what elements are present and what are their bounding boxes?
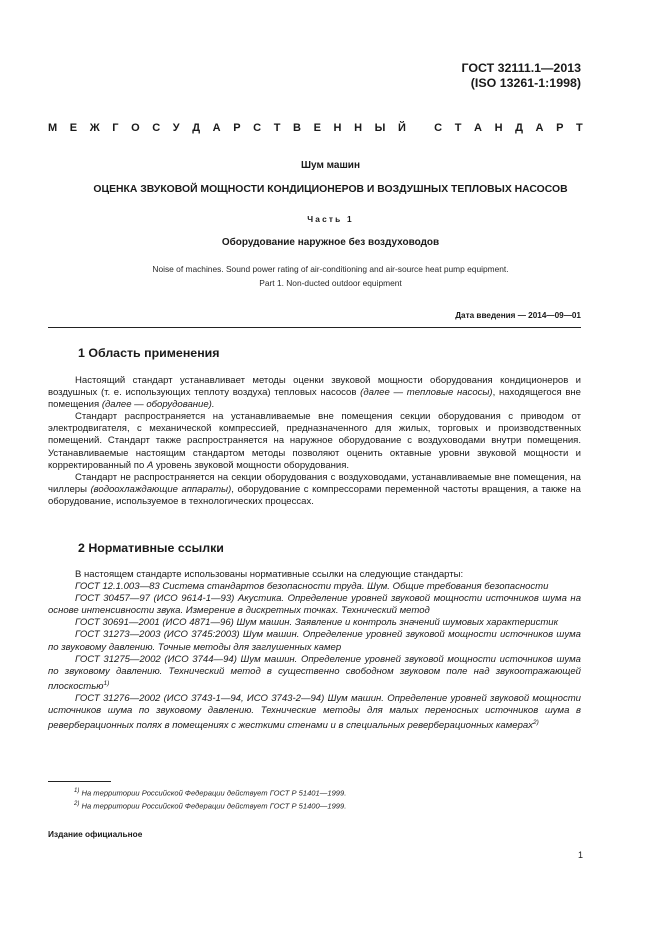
section1-body: [48, 375, 581, 508]
banner-letter: Т: [273, 122, 281, 134]
footnote-1: [74, 788, 346, 798]
banner-letter: В: [293, 122, 301, 134]
reference-text: ГОСТ 30691—2001 (ИСО 4871—96) Шум машин. Заявление и контроль значений шумовых характеристик: [75, 617, 559, 629]
banner-letter: Т: [576, 122, 583, 134]
interstate-standard-banner: [48, 122, 583, 134]
section2-intro: В настоящем стандарте использованы нормативные ссылки на следующие стандарты:: [75, 569, 464, 580]
banner-letter: Д: [515, 122, 523, 134]
title-english: [0, 262, 661, 290]
standard-code-line1: ГОСТ 32111.1—2013: [461, 61, 581, 75]
official-edition-label: Издание официальное: [48, 829, 143, 839]
reference-item: [48, 617, 581, 629]
banner-letter: Д: [192, 122, 201, 134]
banner-letter: С: [253, 122, 262, 134]
title-main: ОЦЕНКА ЗВУКОВОЙ МОЩНОСТИ КОНДИЦИОНЕРОВ И ВОЗДУШНЫХ ТЕПЛОВЫХ НАСОСОВ: [93, 184, 568, 195]
footnote-mark: 1): [74, 788, 80, 794]
footnote-marker: 1): [103, 679, 110, 687]
section1-paragraph1: [48, 375, 581, 411]
banner-letter: Т: [454, 122, 462, 134]
date-of-introduction: Дата введения — 2014—09—01: [455, 311, 581, 320]
footnote-divider: [48, 781, 111, 782]
banner-letter: Н: [494, 122, 503, 134]
banner-letter: Р: [556, 122, 564, 134]
standard-code-line2: (ISO 13261-1:1998): [470, 76, 581, 90]
reference-text: ГОСТ 31276—2002 (ИСО 3743-1—94, ИСО 3743-2—94) Шум машин. Определение уровней звуковой мощности источников шума по звуковому давлению. Технические методы для малых переносных источников шума в реверберационных полях в помещениях с жесткими стенами и в специальных реверберационных камерах: [48, 693, 581, 732]
title-subtitle: Оборудование наружное без воздуховодов: [221, 237, 440, 248]
reference-text: ГОСТ 31273—2003 (ИСО 3745:2003) Шум машин. Определение уровней звуковой мощности источников шума по звуковому давлению. Точные методы для заглушенных камер: [48, 629, 581, 653]
title-part: Часть 1: [307, 214, 354, 224]
reference-text: ГОСТ 12.1.003—83 Система стандартов безопасности труда. Шум. Общие требования безопасности: [75, 581, 549, 593]
banner-letter: У: [172, 122, 180, 134]
text: Настоящий стандарт устанавливает методы оценки звуковой мощности оборудования кондиционеров и воздушных (т. е. использующих теплоту воздуха) тепловых насосов: [48, 375, 581, 399]
text: , оборудование с компрессорами переменной частоты вращения, а также на оборудование, используемое в технологических процессах.: [48, 483, 581, 507]
text-italic: А: [146, 459, 154, 471]
text-italic: (далее — тепловые насосы): [360, 387, 493, 399]
title-noise: Шум машин: [300, 160, 360, 171]
banner-letter: А: [535, 122, 544, 134]
text: уровень звуковой мощности оборудования.: [153, 459, 350, 471]
text: Стандарт распространяется на устанавливаемые вне помещения секции оборудования с приводом от электродвигателя, с механической компрессией, предназначенного для жилых, торговых и производственных помещений. Стандарт также распространяется на наружное оборудование с воздуховодами внутри помещения. Устанавливаемые настоящим стандартом методы позволяют оценить октавные уровни звуковой мощности и корректированный по: [48, 411, 581, 471]
banner-letter: Й: [397, 122, 406, 134]
banner-letter: М: [48, 122, 58, 134]
footnote-2: [74, 801, 346, 811]
reference-item: [48, 654, 581, 693]
banner-letter: Н: [333, 122, 342, 134]
standard-code: [461, 61, 581, 91]
banner-letter: Р: [233, 122, 241, 134]
section2-body: [48, 569, 581, 733]
text-italic: (водоохлаждающие аппараты): [90, 483, 232, 495]
section2-heading: 2 Нормативные ссылки: [78, 541, 224, 555]
banner-letter: Е: [313, 122, 321, 134]
reference-text: ГОСТ 30457—97 (ИСО 9614-1—93) Акустика. Определение уровней звуковой мощности источников шума на основе интенсивности звука. Измерение в дискретных точках. Технический метод: [48, 593, 581, 617]
reference-item: [48, 593, 581, 617]
text: Стандарт не распространяется на секции оборудования с воздуховодами, устанавливаемые вне помещения, на чиллеры: [48, 471, 581, 495]
page-number: 1: [577, 850, 583, 860]
banner-letter: Ж: [89, 122, 100, 134]
footnote-text: На территории Российской Федерации действует ГОСТ Р 51401—1999.: [79, 788, 347, 798]
reference-item: [48, 629, 581, 653]
banner-letter: Е: [69, 122, 78, 134]
banner-letter: Н: [354, 122, 363, 134]
banner-letter: А: [212, 122, 221, 134]
reference-item: [48, 581, 581, 593]
title-english-line2: Part 1. Non-ducted outdoor equipment: [259, 278, 402, 288]
section1-heading: 1 Область применения: [78, 346, 220, 360]
footnote-marker: 2): [532, 719, 539, 727]
banner-letter: С: [434, 122, 443, 134]
title-english-line1: Noise of machines. Sound power rating of air-conditioning and air-source heat pump equipment.: [152, 264, 509, 274]
reference-item: [48, 693, 581, 732]
banner-letter: А: [474, 122, 482, 134]
header-divider: [48, 327, 581, 328]
reference-text: ГОСТ 31275—2002 (ИСО 3744—94) Шум машин. Определение уровней звуковой мощности источников шума по звуковому давлению. Технический метод в существенно свободном звуковом поле над звукоотражающей плоскостью: [48, 653, 581, 693]
text: , находящегося вне помещения: [48, 387, 581, 411]
footnote-mark: 2): [74, 801, 80, 807]
banner-letter: [418, 122, 421, 134]
text-italic: (далее — оборудование).: [101, 399, 215, 411]
banner-letter: О: [131, 122, 140, 134]
section1-paragraph3: [48, 472, 581, 508]
banner-letter: С: [152, 122, 161, 134]
banner-letter: Г: [112, 122, 119, 134]
footnote-text: На территории Российской Федерации действует ГОСТ Р 51400—1999.: [79, 801, 347, 811]
section1-paragraph2: [48, 411, 581, 471]
banner-letter: Ы: [374, 122, 386, 134]
